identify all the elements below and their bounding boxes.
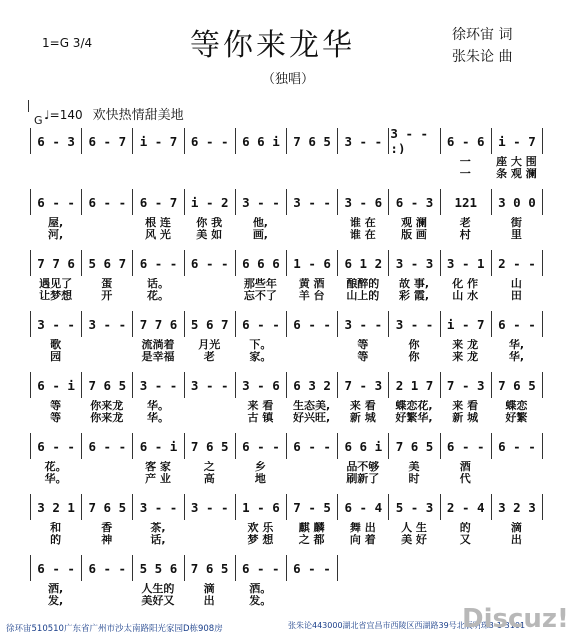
measure-notes: 7 6 5 [389, 433, 440, 459]
lyric-syllables: 滴 [510, 522, 522, 534]
measure-notes: 7 - 3 [338, 372, 389, 398]
lyrics-verse-1 [30, 461, 542, 473]
measure-notes: 7 7 6 [133, 311, 184, 337]
lyrics-verse-1 [30, 583, 337, 595]
measure-notes: 6 - i [133, 433, 184, 459]
measure-notes: i - 7 [441, 311, 492, 337]
score-line [30, 494, 543, 520]
lyric-syllables: 花。 [147, 290, 169, 302]
lyric-syllables: 出 [510, 534, 522, 546]
measure-notes: 6 1 2 [338, 250, 389, 276]
lyric-syllables: 里 [510, 229, 522, 241]
lyric-syllables [184, 400, 235, 412]
measure-notes: 6 - 7 [82, 128, 133, 154]
lyric-syllables [286, 217, 337, 229]
lyric-syllables [30, 168, 81, 180]
lyric-syllables: 麒 麟 [298, 522, 325, 534]
lyricist-credit: 徐环宙 词 [452, 27, 513, 43]
lyric-syllables: 古 镇 [247, 412, 274, 424]
lyrics-verse-2 [30, 168, 542, 180]
key-signature: 1=G 3/4 [42, 36, 93, 50]
measure-notes: 3 - - [389, 311, 440, 337]
lyric-syllables: 家。 [249, 351, 272, 363]
lyric-syllables [81, 339, 132, 351]
lyric-syllables [286, 168, 337, 180]
lyric-syllables: 人 生 [401, 522, 427, 534]
lyric-syllables: 舞 出 [349, 522, 376, 534]
lyric-syllables: 河, [48, 229, 64, 241]
measure-notes: 6 - - [185, 250, 236, 276]
lyric-syllables: 歌 [50, 339, 62, 351]
lyric-syllables [132, 168, 183, 180]
lyric-syllables [286, 583, 337, 595]
lyric-syllables: 忘不了 [243, 290, 277, 302]
lyric-syllables: 话, [150, 534, 166, 546]
lyric-syllables: 华。 [44, 473, 67, 485]
measure-notes: 3 - 6 [236, 372, 287, 398]
lyric-syllables [286, 339, 337, 351]
score-line [30, 189, 543, 215]
measure-notes: 6 - - [82, 189, 133, 215]
measure-notes: 6 6 i [338, 433, 389, 459]
lyric-syllables: 一 [459, 168, 471, 180]
lyrics-verse-1 [30, 339, 542, 351]
lyric-syllables [81, 461, 132, 473]
score-line [30, 433, 543, 459]
measure-notes: 6 - - [236, 555, 287, 581]
lyric-syllables [81, 229, 132, 241]
lyric-syllables: 洒。 [249, 583, 272, 595]
lyric-syllables: 发, [47, 595, 64, 607]
measure-notes: 121 [441, 189, 492, 215]
watermark-logo: Discuz! [462, 604, 569, 634]
lyric-syllables [286, 595, 337, 607]
lyric-syllables: 好繁华, [395, 412, 433, 424]
measure-notes: 7 6 5 [492, 372, 543, 398]
measure-notes: 6 6 i [236, 128, 287, 154]
measure-notes: 6 - - [82, 555, 133, 581]
lyric-syllables: 来 龙 [452, 351, 479, 363]
lyric-syllables [388, 168, 439, 180]
lyric-syllables: 好兴旺, [293, 412, 331, 424]
lyric-syllables [81, 583, 132, 595]
lyric-syllables [30, 156, 81, 168]
lyric-syllables [286, 473, 337, 485]
measure-notes: 3 - - [185, 494, 236, 520]
lyric-syllables [286, 229, 337, 241]
lyric-syllables: 你 我 [196, 217, 223, 229]
measure-notes: 3 - - [338, 128, 389, 154]
lyric-syllables: 座 大 围 [496, 156, 537, 168]
lyric-syllables: 那些年 [243, 278, 277, 290]
lyric-syllables [184, 156, 235, 168]
lyrics-verse-1 [30, 217, 542, 229]
measure-notes: 3 - 1 [441, 250, 492, 276]
lyric-syllables: 梦 想 [247, 534, 274, 546]
lyric-syllables: 之 [203, 461, 215, 473]
lyric-syllables: 你 [408, 339, 420, 351]
measure-notes: 7 6 5 [185, 555, 236, 581]
measure-notes: 6 - - [31, 433, 82, 459]
lyric-syllables: 风 光 [145, 229, 171, 241]
lyric-syllables: 村 [459, 229, 471, 241]
lyric-syllables: 蝶恋花, [395, 400, 433, 412]
lyric-syllables: 时 [408, 473, 420, 485]
measure-notes: 6 - - [492, 433, 543, 459]
expression-marking: 欢快热情甜美地 [92, 108, 184, 123]
lyric-syllables: 产 业 [145, 473, 171, 485]
lyric-syllables: 化 作 [452, 278, 479, 290]
lyric-syllables [491, 461, 542, 473]
lyric-syllables: 蛋 [101, 278, 113, 290]
lyric-syllables: 蝶恋 [505, 400, 528, 412]
measure-notes: 5 6 7 [185, 311, 236, 337]
measure-notes: 6 - 3 [389, 189, 440, 215]
measure-notes: 2 1 7 [389, 372, 440, 398]
lyric-syllables: 话。 [147, 278, 169, 290]
measure-notes: 6 - - [441, 433, 492, 459]
lyric-syllables [81, 168, 132, 180]
lyric-syllables: 华。 [147, 400, 169, 412]
measure-notes: 3 - - [133, 494, 184, 520]
lyric-syllables: 之 都 [298, 534, 325, 546]
measure-notes: i - 7 [133, 128, 184, 154]
lyric-syllables: 品不够 [346, 461, 380, 473]
lyric-syllables: 羊 台 [298, 290, 325, 302]
measure-notes: 6 - 7 [133, 189, 184, 215]
lyric-syllables: 屋, [48, 217, 64, 229]
measure-notes: 6 - 3 [31, 128, 82, 154]
lyric-syllables [81, 351, 132, 363]
lyric-syllables [184, 534, 235, 546]
lyrics-verse-2 [30, 473, 542, 485]
lyric-syllables: 客 家 [145, 461, 171, 473]
lyric-syllables [184, 278, 235, 290]
measure-notes: 3 0 0 [492, 189, 543, 215]
lyric-syllables: 欢 乐 [247, 522, 274, 534]
score-line [30, 311, 543, 337]
measure-notes: 3 - - :) [389, 128, 440, 154]
lyric-syllables: 等 [357, 351, 369, 363]
tempo-marking [44, 104, 184, 123]
measure-notes: 5 5 6 [133, 555, 184, 581]
lyric-syllables: 香 [101, 522, 113, 534]
lyrics-verse-2 [30, 229, 542, 241]
lyric-syllables: 新 城 [349, 412, 376, 424]
measure-notes: 3 - - [82, 311, 133, 337]
lyric-syllables [132, 156, 183, 168]
measure-notes: i - 7 [492, 128, 543, 154]
measure-notes: 6 - 4 [338, 494, 389, 520]
lyric-syllables: 向 着 [349, 534, 376, 546]
measure-notes: 1 - 6 [236, 494, 287, 520]
measure-notes: 6 - - [82, 433, 133, 459]
measure-notes: 3 - 3 [389, 250, 440, 276]
lyric-syllables: 好繁 [505, 412, 528, 424]
measure-notes: 3 - 6 [338, 189, 389, 215]
lyric-syllables: 美 [408, 461, 420, 473]
lyric-syllables: 茶, [150, 522, 166, 534]
measure-notes: 5 6 7 [82, 250, 133, 276]
score-line [30, 250, 543, 276]
measure-notes: 3 - - [287, 189, 338, 215]
measure-notes: 6 - - [287, 433, 338, 459]
measure-notes: 3 - - [133, 372, 184, 398]
lyric-syllables: 的 [459, 522, 471, 534]
measure-notes: 7 6 5 [287, 128, 338, 154]
lyric-syllables: 出 [203, 595, 215, 607]
composer-credit: 张朱论 曲 [452, 49, 513, 65]
lyric-syllables: 等 [50, 400, 62, 412]
lyric-syllables: 一 [459, 156, 471, 168]
lyric-syllables: 山 水 [452, 290, 479, 302]
lyric-syllables [184, 522, 235, 534]
lyrics-verse-2 [30, 534, 542, 546]
measure-notes: 6 - - [287, 311, 338, 337]
lyric-syllables: 园 [50, 351, 62, 363]
lyric-syllables: 来 看 [349, 400, 376, 412]
lyric-syllables: 山 [510, 278, 522, 290]
lyric-syllables: 你 [408, 351, 420, 363]
lyrics-verse-2 [30, 412, 542, 424]
measure-notes: 3 - - [31, 311, 82, 337]
lyric-syllables [81, 595, 132, 607]
lyrics-verse-1 [30, 522, 542, 534]
lyric-syllables: 街 [510, 217, 522, 229]
lyric-syllables [235, 168, 286, 180]
lyric-syllables [286, 461, 337, 473]
lyric-syllables: 的 [50, 534, 62, 546]
lyric-syllables: 他, [252, 217, 268, 229]
lyric-syllables: 你来龙 [90, 412, 124, 424]
lyric-syllables: 老 [459, 217, 471, 229]
lyrics-verse-2 [30, 290, 542, 302]
lyric-syllables: 和 [50, 522, 62, 534]
lyric-syllables: 新 城 [452, 412, 479, 424]
measure-notes: 6 6 6 [236, 250, 287, 276]
measure-notes: 7 6 5 [185, 433, 236, 459]
lyric-syllables: 华。 [147, 412, 169, 424]
measure-notes: 3 2 3 [492, 494, 543, 520]
measure-notes: 7 7 6 [31, 250, 82, 276]
lyric-syllables: 美 好 [401, 534, 427, 546]
lyric-syllables: 地 [254, 473, 266, 485]
lyric-syllables [337, 168, 388, 180]
measure-notes: 7 - 3 [441, 372, 492, 398]
measure-notes: 3 - - [185, 372, 236, 398]
measure-notes: 6 - - [236, 311, 287, 337]
lyrics-verse-2 [30, 595, 337, 607]
measure-notes: 1 - 6 [287, 250, 338, 276]
lyric-syllables: 美好又 [141, 595, 175, 607]
lyric-syllables: 是幸福 [141, 351, 175, 363]
measure-notes: 5 - 3 [389, 494, 440, 520]
lyrics-verse-1 [30, 278, 542, 290]
lyric-syllables: 流淌着 [141, 339, 175, 351]
lyric-syllables: 版 画 [401, 229, 427, 241]
measure-notes: 3 - - [338, 311, 389, 337]
lyric-syllables [286, 351, 337, 363]
measure-notes: i - 2 [185, 189, 236, 215]
lyric-syllables: 来 看 [452, 400, 479, 412]
measure-notes: 6 - - [185, 128, 236, 154]
measure-notes: 7 6 5 [82, 372, 133, 398]
lyric-syllables: 来 看 [247, 400, 274, 412]
lyric-syllables: 谁 在 [349, 229, 376, 241]
lyric-syllables: 下。 [249, 339, 272, 351]
lyric-syllables: 刷新了 [346, 473, 380, 485]
score-line [30, 128, 543, 154]
song-title: 等你来龙华 [190, 28, 355, 63]
measure-notes: 6 - i [31, 372, 82, 398]
lyric-syllables: 等 [357, 339, 369, 351]
lyric-syllables: 洒, [47, 583, 64, 595]
lyric-syllables [184, 168, 235, 180]
lyric-syllables: 高 [203, 473, 215, 485]
lyric-syllables [81, 156, 132, 168]
measure-notes: 6 - - [236, 433, 287, 459]
lyric-syllables: 田 [510, 290, 522, 302]
lyric-syllables [286, 156, 337, 168]
lyric-syllables: 来 龙 [452, 339, 479, 351]
lyric-syllables: 开 [101, 290, 113, 302]
measure-notes: 7 - 5 [287, 494, 338, 520]
measure-notes: 7 6 5 [82, 494, 133, 520]
lyric-syllables: 等 [50, 412, 62, 424]
lyric-syllables: 让梦想 [39, 290, 73, 302]
lyric-syllables: 生态美, [293, 400, 331, 412]
lyric-syllables: 观 澜 [401, 217, 427, 229]
lyric-syllables [337, 156, 388, 168]
measure-notes: 6 - - [31, 189, 82, 215]
lyric-syllables: 山上的 [346, 290, 380, 302]
lyric-syllables: 老 [203, 351, 215, 363]
measure-notes: 2 - 4 [441, 494, 492, 520]
measure-notes: 6 - - [287, 555, 338, 581]
measure-notes: 6 - - [492, 311, 543, 337]
footer-address-left: 徐环宙510510广东省广州市沙太南路阳光家园D栋908房 [6, 624, 223, 634]
lyric-syllables [235, 156, 286, 168]
measure-notes: 3 - - [236, 189, 287, 215]
measure-notes: 2 - - [492, 250, 543, 276]
measure-notes: 6 - 6 [441, 128, 492, 154]
lyrics-verse-1 [30, 156, 542, 168]
lyric-syllables: 酒 [459, 461, 471, 473]
lyric-syllables: 彩 霞, [399, 290, 430, 302]
footer-address-right: 张朱论443000湖北省宜昌市西陵区西湖路39号北辰明珠3-1-3101 [288, 621, 526, 630]
lyric-syllables: 又 [459, 534, 471, 546]
score-line [30, 555, 338, 581]
lyric-syllables: 发。 [249, 595, 272, 607]
lyric-syllables [81, 217, 132, 229]
lyrics-verse-2 [30, 351, 542, 363]
lyric-syllables: 酿醉的 [346, 278, 380, 290]
score-line [30, 372, 543, 398]
lyric-syllables: 神 [101, 534, 113, 546]
measure-notes: 6 - - [133, 250, 184, 276]
lyric-syllables: 华, [508, 351, 525, 363]
tempo-bracket [28, 100, 29, 112]
lyric-syllables [388, 156, 439, 168]
tempo-value: ♩=140 [44, 108, 83, 122]
lyric-syllables: 根 连 [145, 217, 171, 229]
lyric-syllables: 花。 [44, 461, 67, 473]
song-subtitle: （独唱） [262, 72, 315, 87]
clef-mark: G [34, 114, 43, 127]
lyric-syllables: 谁 在 [349, 217, 376, 229]
lyric-syllables [184, 412, 235, 424]
lyric-syllables: 华, [508, 339, 525, 351]
lyrics-verse-1 [30, 400, 542, 412]
lyric-syllables: 条 观 澜 [496, 168, 537, 180]
lyric-syllables: 遇见了 [39, 278, 73, 290]
lyric-syllables: 画, [252, 229, 268, 241]
lyric-syllables: 黄 酒 [298, 278, 325, 290]
lyric-syllables: 月光 [198, 339, 221, 351]
lyric-syllables: 故 事, [399, 278, 430, 290]
lyric-syllables: 代 [459, 473, 471, 485]
lyric-syllables [81, 473, 132, 485]
measure-notes: 6 - - [31, 555, 82, 581]
lyric-syllables [184, 290, 235, 302]
lyric-syllables [491, 473, 542, 485]
measure-notes: 6 3 2 [287, 372, 338, 398]
lyric-syllables: 滴 [203, 583, 215, 595]
lyric-syllables: 人生的 [141, 583, 175, 595]
lyric-syllables: 美 如 [196, 229, 223, 241]
measure-notes: 3 2 1 [31, 494, 82, 520]
lyric-syllables: 乡 [254, 461, 266, 473]
lyric-syllables: 你来龙 [90, 400, 124, 412]
